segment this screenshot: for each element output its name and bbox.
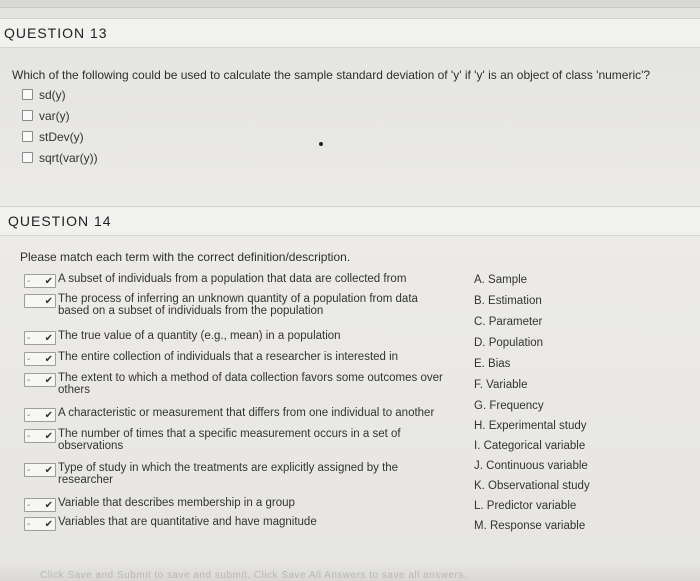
definition-text: The process of inferring an unknown quantity of a population from data based on a subset of individuals from the population: [58, 293, 418, 317]
answer-item: F. Variable: [474, 379, 528, 391]
option-label: sqrt(var(y)): [39, 150, 98, 165]
chevron-down-icon: ✔: [44, 464, 53, 476]
chevron-down-icon: ✔: [44, 499, 53, 511]
option-sd[interactable]: [22, 84, 98, 105]
chevron-down-icon: ✔: [44, 409, 53, 421]
definition-text: Type of study in which the treatments are explicitly assigned by the researcher: [58, 462, 399, 486]
option-var[interactable]: [22, 105, 98, 126]
match-dropdown[interactable]: [24, 463, 56, 477]
question-13-body: [0, 50, 700, 200]
definition-text: The entire collection of individuals that a researcher is interested in: [58, 351, 399, 363]
cursor-dot: [319, 142, 323, 146]
dropdown-value: -: [27, 499, 31, 511]
checkbox-icon[interactable]: [22, 89, 33, 100]
answer-item: M. Response variable: [474, 520, 586, 532]
question-14-title: QUESTION 14: [8, 213, 112, 229]
answer-item: I. Categorical variable: [474, 440, 586, 452]
match-dropdown[interactable]: [24, 373, 56, 387]
definition-row: [24, 428, 474, 452]
answer-item: H. Experimental study: [474, 420, 587, 432]
dropdown-value: -: [27, 409, 31, 421]
definition-text: The number of times that a specific measurement occurs in a set of observations: [58, 428, 401, 452]
checkbox-icon[interactable]: [22, 110, 33, 121]
answer-item: D. Population: [474, 337, 544, 349]
answer-item: A. Sample: [474, 274, 528, 286]
checkbox-icon[interactable]: [22, 152, 33, 163]
question-14-body: [0, 238, 700, 568]
answer-item: E. Bias: [474, 358, 511, 370]
chevron-down-icon: ✔: [44, 275, 53, 287]
dropdown-value: -: [27, 332, 31, 344]
definition-row: [24, 330, 474, 345]
chevron-down-icon: ✔: [44, 518, 53, 530]
answer-item: C. Parameter: [474, 316, 543, 328]
dropdown-value: -: [27, 430, 31, 442]
match-dropdown[interactable]: [24, 429, 56, 443]
dropdown-value: -: [27, 275, 31, 287]
match-dropdown[interactable]: [24, 408, 56, 422]
top-band: [0, 0, 700, 8]
answer-item: G. Frequency: [474, 400, 544, 412]
question-14-prompt: Please match each term with the correct definition/description.: [20, 250, 351, 264]
option-label: stDev(y): [39, 129, 84, 144]
question-13-header: [0, 18, 700, 48]
definition-row: [24, 407, 474, 422]
match-dropdown[interactable]: [24, 352, 56, 366]
match-dropdown[interactable]: [24, 498, 56, 512]
definition-text: The true value of a quantity (e.g., mean) in a population: [58, 330, 341, 342]
match-dropdown[interactable]: [24, 331, 56, 345]
answer-item: B. Estimation: [474, 295, 542, 307]
definition-row: [24, 351, 474, 366]
option-sqrt-var[interactable]: [22, 147, 98, 168]
definition-text: A characteristic or measurement that differs from one individual to another: [58, 407, 435, 419]
chevron-down-icon: ✔: [44, 430, 53, 442]
dropdown-value: -: [27, 464, 31, 476]
dropdown-value: -: [27, 518, 31, 530]
definition-row: [24, 497, 474, 512]
checkbox-icon[interactable]: [22, 131, 33, 142]
question-13-prompt: Which of the following could be used to calculate the sample standard deviation of 'y' if 'y' is an object of class 'numeric'?: [12, 68, 651, 82]
dropdown-value: -: [27, 374, 31, 386]
question-14-header: [0, 206, 700, 236]
footer-text: Click Save and Submit to save and submit. Click Save All Answers to save all answers.: [40, 570, 468, 581]
definition-row: [24, 516, 474, 531]
match-dropdown[interactable]: [24, 294, 56, 308]
chevron-down-icon: ✔: [44, 332, 53, 344]
definition-row: [24, 273, 474, 288]
chevron-down-icon: ✔: [44, 374, 53, 386]
match-dropdown[interactable]: [24, 517, 56, 531]
match-dropdown[interactable]: [24, 274, 56, 288]
definition-text: Variables that are quantitative and have magnitude: [58, 516, 317, 528]
definition-row: [24, 372, 474, 396]
definition-text: A subset of individuals from a population that data are collected from: [58, 273, 407, 285]
answer-item: J. Continuous variable: [474, 460, 588, 472]
definition-row: [24, 293, 474, 317]
chevron-down-icon: ✔: [44, 295, 53, 307]
definition-row: [24, 462, 474, 486]
definition-text: Variable that describes membership in a group: [58, 497, 295, 509]
option-label: sd(y): [39, 87, 66, 102]
answer-item: K. Observational study: [474, 480, 590, 492]
definition-text: The extent to which a method of data collection favors some outcomes over others: [58, 372, 443, 396]
dropdown-value: -: [27, 353, 31, 365]
option-label: var(y): [39, 108, 70, 123]
chevron-down-icon: ✔: [44, 353, 53, 365]
question-13-title: QUESTION 13: [4, 25, 108, 41]
answer-item: L. Predictor variable: [474, 500, 577, 512]
question-13-options: [22, 84, 98, 168]
option-stdev[interactable]: [22, 126, 98, 147]
